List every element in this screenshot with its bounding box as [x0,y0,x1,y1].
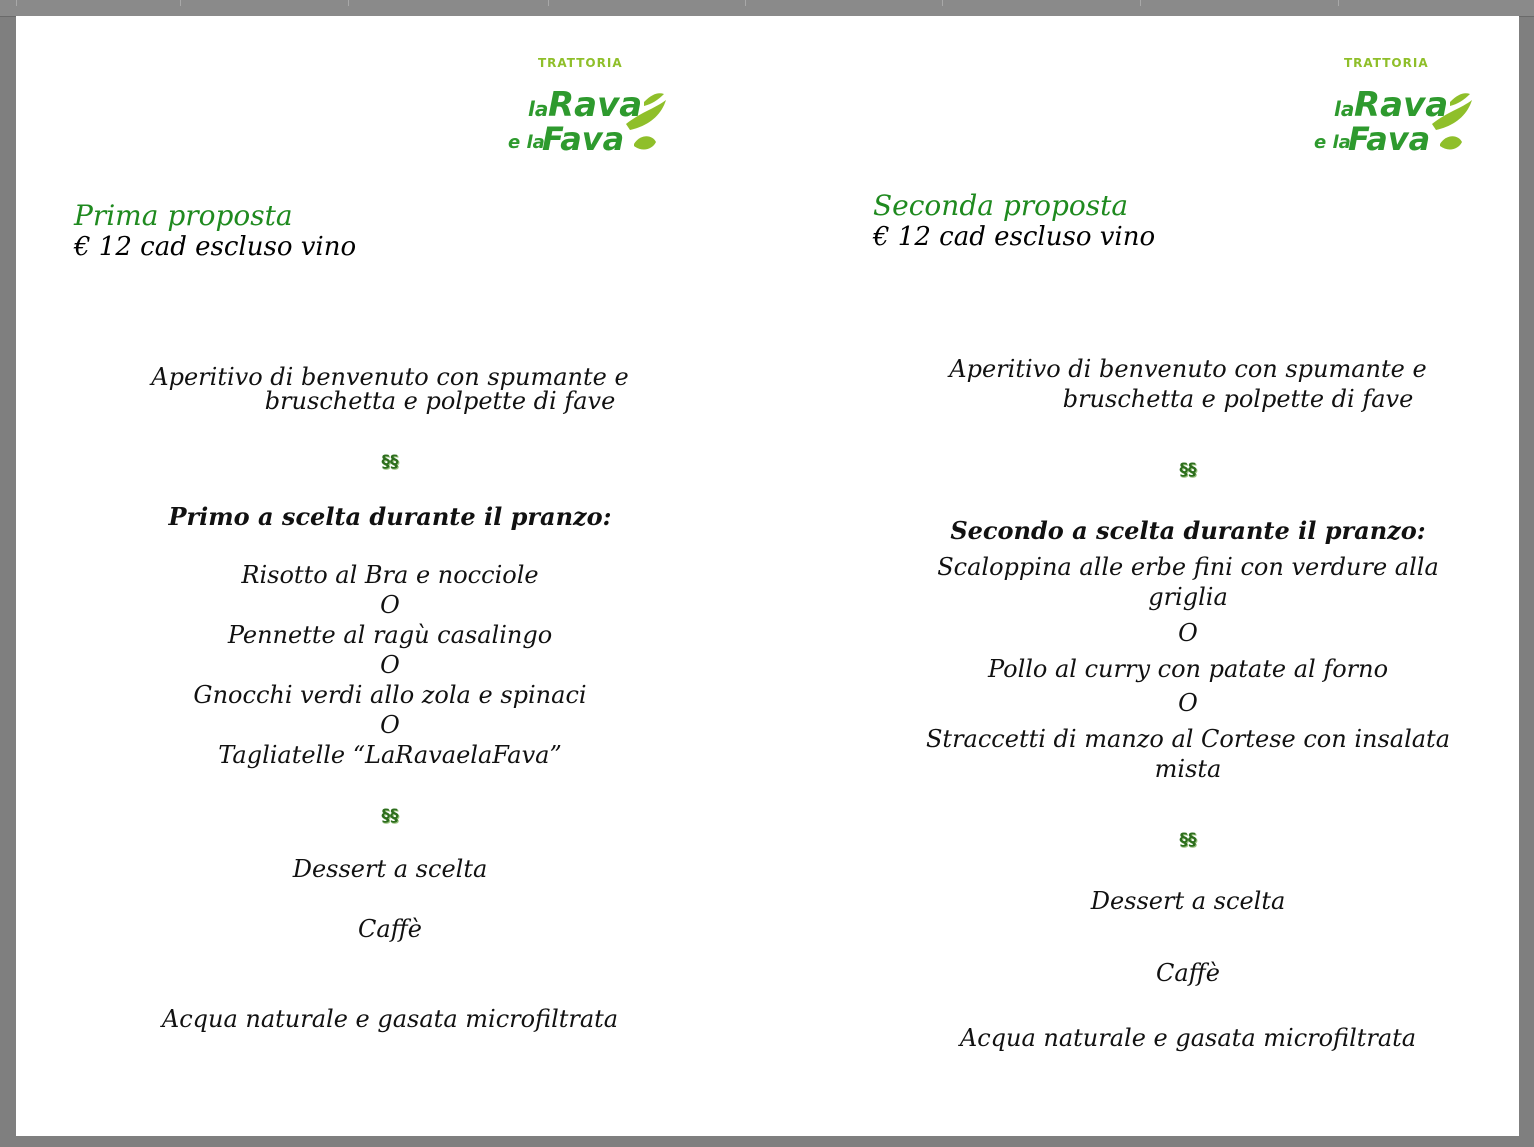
left-item-or-2: O [380,651,400,679]
right-aperitivo-line-2: bruschetta e polpette di fave [1062,385,1414,413]
left-item-3: Gnocchi verdi allo zola e spinaci [193,681,587,709]
right-header [873,190,1155,252]
right-item-3b: mista [1154,755,1222,783]
left-aperitivo-line-2: bruschetta e polpette di fave [264,387,616,415]
logo-fava: Fava [1348,120,1431,158]
logo-e-la: e la [508,132,545,153]
left-choice-title: Primo a scelta durante il pranzo: [168,502,612,531]
right-item-or-2: O [1178,689,1198,717]
logo-la: la [528,97,549,121]
right-acqua: Acqua naturale e gasata microfiltrata [959,1024,1417,1052]
right-choice-title: Secondo a scelta durante il pranzo: [950,516,1426,545]
logo-rava: Rava [1354,85,1449,125]
left-item-or-3: O [380,711,400,739]
left-aperitivo-line-1: Aperitivo di benvenuto con spumante e [151,363,629,391]
right-item-3a: Straccetti di manzo al Cortese con insalata [925,725,1451,753]
logo-rava: Rava [548,85,643,125]
left-caffe: Caffè [358,915,422,943]
right-item-2: Pollo al curry con patate al forno [987,655,1389,683]
right-separator-2: §§ [1179,830,1197,850]
right-price: € 12 cad escluso vino [873,222,1156,252]
left-header [74,200,356,262]
logo-trattoria-text: TRATTORIA [1344,56,1429,70]
right-item-or-1: O [1178,619,1198,647]
left-price: € 12 cad escluso vino [74,232,357,262]
left-acqua: Acqua naturale e gasata microfiltrata [161,1005,619,1033]
logo-fava: Fava [542,120,625,158]
right-caffe: Caffè [1156,959,1220,987]
left-menu-column [16,16,776,1136]
left-separator-1: §§ [381,452,399,472]
right-item-1a: Scaloppina alle erbe fini con verdure alla [937,553,1439,581]
right-separator-1: §§ [1179,460,1197,480]
left-heading: Prima proposta [74,199,293,232]
right-menu-column [776,16,1519,1136]
right-dessert: Dessert a scelta [1090,887,1286,915]
document-page [16,16,1519,1136]
left-item-1: Risotto al Bra e nocciole [241,561,539,589]
right-heading: Seconda proposta [873,189,1129,222]
top-ruler [0,0,1534,17]
logo-trattoria-text: TRATTORIA [538,56,623,70]
left-item-or-1: O [380,591,400,619]
left-item-4: Tagliatelle “LaRavaelaFava” [218,741,562,769]
logo-e-la: e la [1314,132,1351,153]
right-item-1b: griglia [1148,583,1228,611]
left-item-2: Pennette al ragù casalingo [227,621,553,649]
left-separator-2: §§ [381,806,399,826]
logo-la: la [1334,97,1355,121]
left-dessert: Dessert a scelta [292,855,488,883]
right-aperitivo-line-1: Aperitivo di benvenuto con spumante e [949,355,1427,383]
